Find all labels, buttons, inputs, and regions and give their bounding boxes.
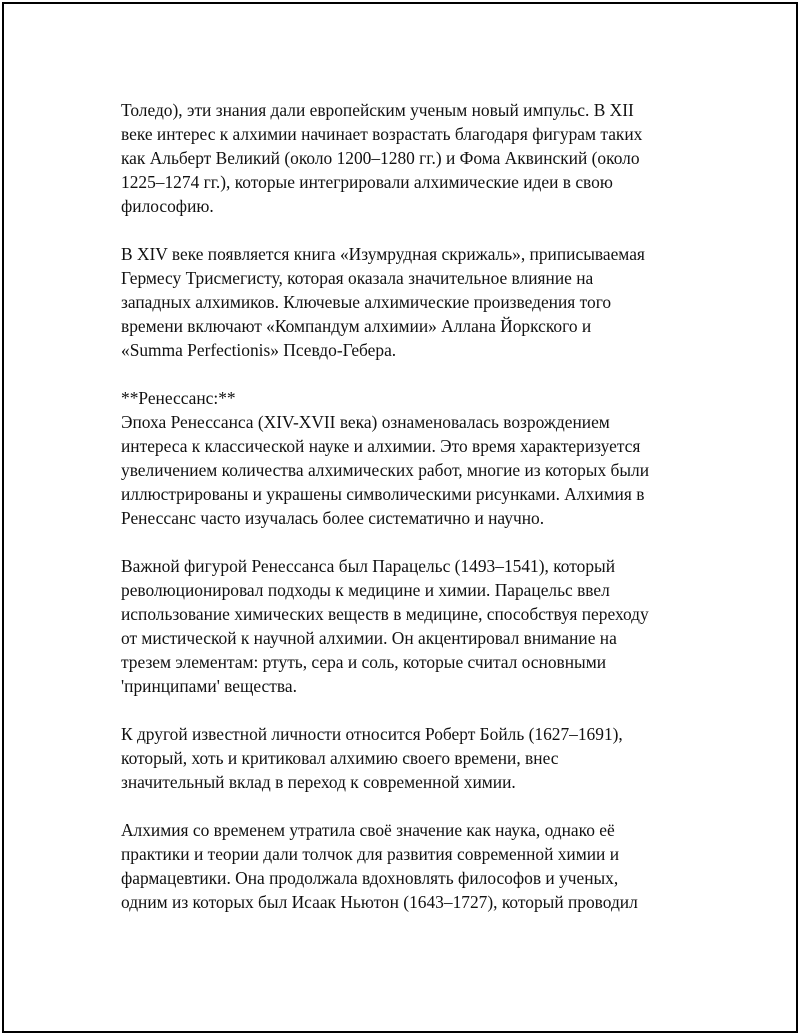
text-line: времени включают «Компандум алхимии» Аллана Йоркского и (121, 316, 592, 336)
document-page (2, 2, 798, 1033)
paragraph (121, 242, 721, 362)
text-line: фармацевтики. Она продолжала вдохновлять философов и ученых, (121, 868, 619, 888)
text-line: увеличением количества алхимических работ, многие из которых были (121, 460, 650, 480)
text-line: Толедо), эти знания дали европейским ученым новый импульс. В XII (121, 100, 634, 120)
text-line: Гермесу Трисмегисту, которая оказала значительное влияние на (121, 268, 594, 288)
paragraph (121, 386, 721, 530)
paragraph (121, 818, 721, 914)
text-line: Ренессанс часто изучалась более систематично и научно. (121, 508, 545, 528)
text-line: трезем элементам: ртуть, сера и соль, которые считал основными (121, 652, 607, 672)
text-line: который, хоть и критиковал алхимию своего времени, внес (121, 748, 559, 768)
text-line: Эпоха Ренессанса (XIV-XVII века) ознаменовалась возрождением (121, 412, 610, 432)
text-line: 'принципами' вещества. (121, 676, 297, 696)
text-line: практики и теории дали толчок для развития современной химии и (121, 844, 620, 864)
paragraph (121, 554, 721, 698)
text-line: иллюстрированы и украшены символическими рисунками. Алхимия в (121, 484, 645, 504)
text-line: веке интерес к алхимии начинает возрастать благодаря фигурам таких (121, 124, 643, 144)
text-line: «Summa Perfectionis» Псевдо-Гебера. (121, 340, 397, 360)
paragraph (121, 98, 721, 218)
text-line: философию. (121, 196, 214, 216)
text-line: как Альберт Великий (около 1200–1280 гг.) и Фома Аквинский (около (121, 148, 640, 168)
section-heading: **Ренессанс:** (121, 388, 236, 408)
text-line: одним из которых был Исаак Ньютон (1643–1727), который проводил (121, 892, 638, 912)
text-line: от мистической к научной алхимии. Он акцентировал внимание на (121, 628, 617, 648)
text-line: значительный вклад в переход к современной химии. (121, 772, 516, 792)
text-line: западных алхимиков. Ключевые алхимические произведения того (121, 292, 612, 312)
paragraph (121, 722, 721, 794)
text-line: Алхимия со временем утратила своё значение как наука, однако её (121, 820, 615, 840)
text-line: К другой известной личности относится Роберт Бойль (1627–1691), (121, 724, 623, 744)
text-line: 1225–1274 гг.), которые интегрировали алхимические идеи в свою (121, 172, 613, 192)
text-line: В XIV веке появляется книга «Изумрудная скрижаль», приписываемая (121, 244, 645, 264)
text-line: использование химических веществ в медицине, способствуя переходу (121, 604, 649, 624)
document-body (121, 98, 721, 938)
text-line: революционировал подходы к медицине и химии. Парацельс ввел (121, 580, 610, 600)
text-line: Важной фигурой Ренессанса был Парацельс (1493–1541), который (121, 556, 616, 576)
text-line: интереса к классической науке и алхимии. Это время характеризуется (121, 436, 641, 456)
